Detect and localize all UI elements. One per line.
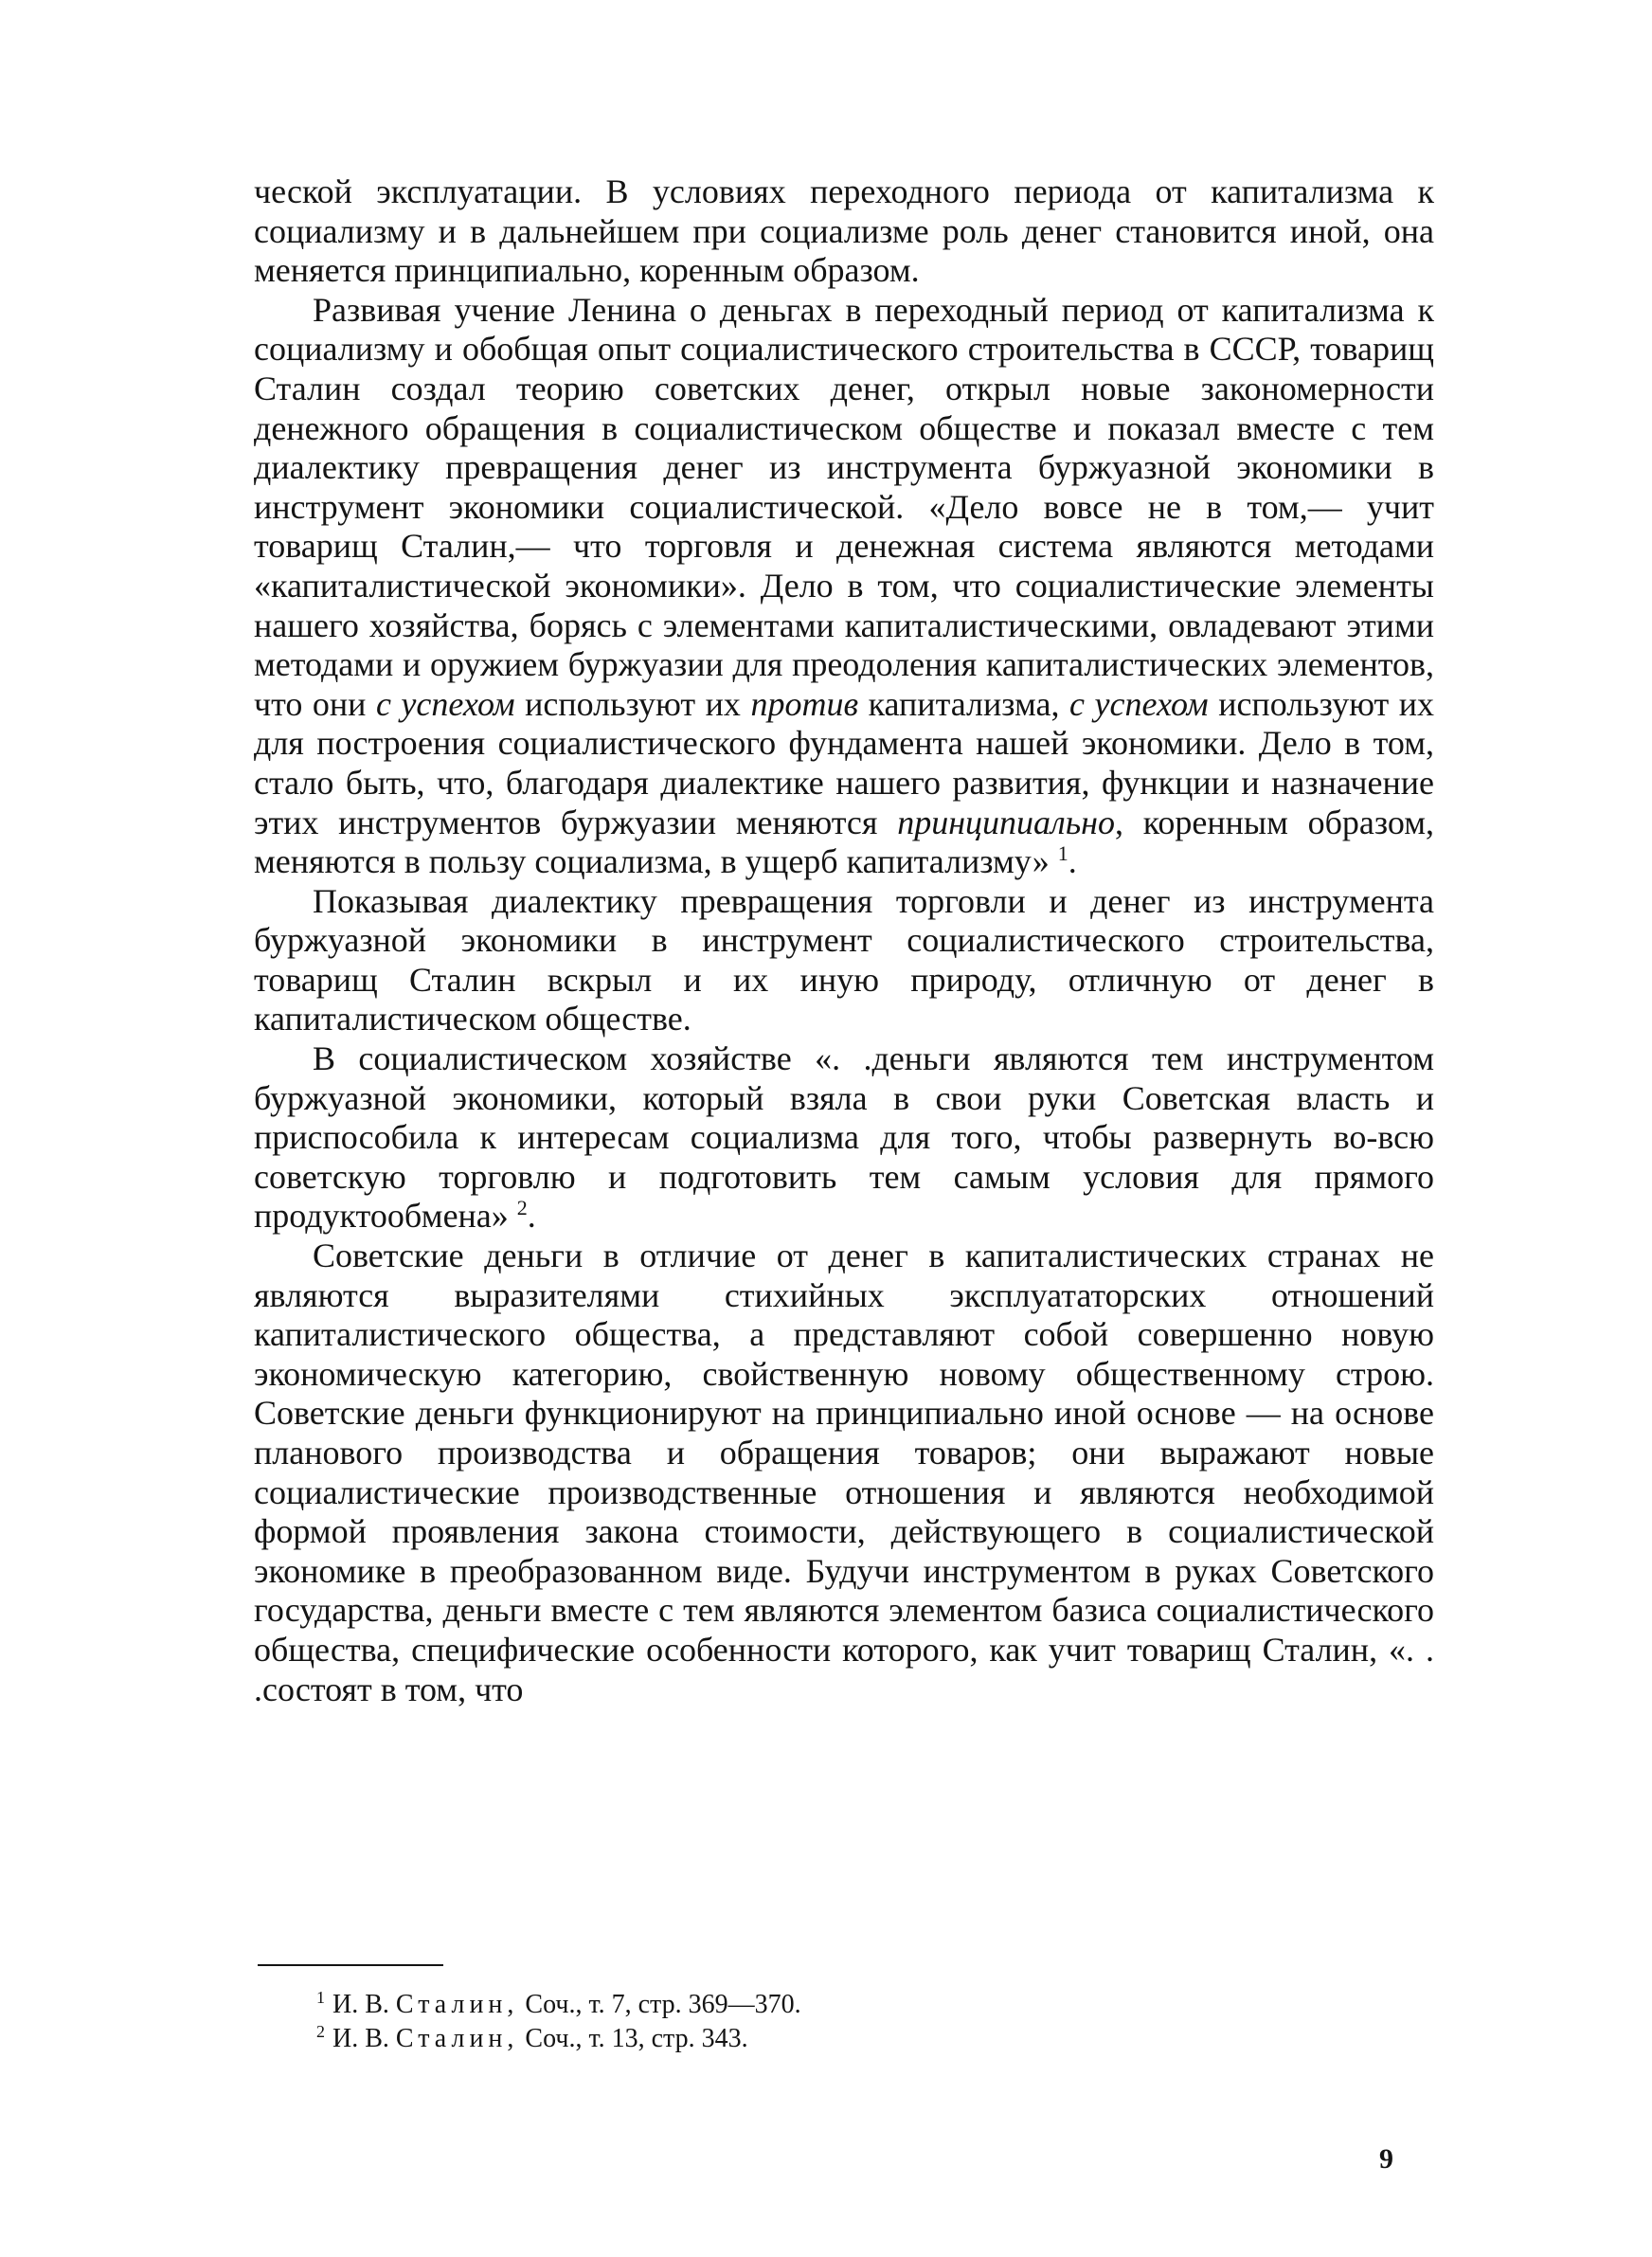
footnote-ref-1: 1	[1057, 841, 1068, 866]
footnote-separator	[258, 1964, 443, 1966]
footnote-2-source: Соч., т. 13, стр. 343.	[525, 2024, 748, 2053]
paragraph-2-text-f: .	[1068, 842, 1077, 881]
footnote-1	[316, 1988, 1358, 2022]
footnote-1-author: Сталин,	[395, 1990, 519, 2019]
paragraph-2-text-c: капитализма,	[858, 684, 1070, 723]
footnote-2	[316, 2022, 1358, 2056]
emphasis-protiv: против	[750, 684, 859, 723]
footnote-1-mark: 1	[316, 1987, 325, 2007]
emphasis-printsipialno: принципиально	[897, 803, 1115, 841]
footnote-2-initials: И. В.	[332, 2024, 389, 2053]
emphasis-s-uspekhom-2: с успехом	[1069, 684, 1209, 723]
footnote-2-mark: 2	[316, 2021, 325, 2041]
paragraph-2-text-b: используют их	[514, 684, 751, 723]
paragraph-5: Советские деньги в отличие от денег в капиталистических странах не являются выразителями стихийных эксплуататорских отношений капиталистического общества, а представляют собой совершенно новую экономическую категорию, свойственную новому общественному строю. Советские деньги функционируют на принципиально иной основе — на основе планового производства и обращения товаров; они выражают новые социалистические производственные отношения и являются необходимой формой проявления закона стоимости, действующего в социалистической экономике в преобразованном виде. Будучи инструментом в руках Советского государства, деньги вместе с тем являются элементом базиса социалистического общества, специфические особенности которого, как учит товарищ Сталин, «. . .состоят в том, что	[254, 1237, 1434, 1708]
footnote-1-source: Соч., т. 7, стр. 369—370.	[525, 1990, 801, 2019]
footnote-ref-2: 2	[516, 1196, 528, 1220]
paragraph-2	[254, 291, 1434, 882]
page-number: 9	[1379, 2143, 1393, 2175]
paragraph-2-text-a: Развивая учение Ленина о деньгах в переходный период от капитализма к социализму и обобщая опыт социалистического строительства в СССР, товарищ Сталин создал теорию советских денег, открыл новые закономерности денежного обращения в социалистическом обществе и показал вместе с тем диалектику превращения денег из инструмента буржуазной экономики в инструмент экономики социалистической. «Дело вовсе не в том,— учит товарищ Сталин,— что торговля и денежная система являются методами «капиталистической экономики». Дело в том, что социалистические элементы нашего хозяйства, борясь с элементами капиталистическими, овладевают этими методами и оружием буржуазии для преодоления капиталистических элементов, что они	[254, 290, 1434, 723]
emphasis-s-uspekhom-1: с успехом	[375, 684, 515, 723]
paragraph-4-text-a: В социалистическом хозяйстве «. .деньги являются тем инструментом буржуазной экономики, который взяла в свои руки Советская власть и приспособила к интересам социализма для того, чтобы развернуть во-всю советскую торговлю и подготовить тем самым условия для прямого продуктообмена»	[254, 1039, 1434, 1236]
paragraph-3: Показывая диалектику превращения торговли и денег из инструмента буржуазной экономики в инструмент социалистического строительства, товарищ Сталин вскрыл и их иную природу, отличную от денег в капиталистическом обществе.	[254, 881, 1434, 1038]
paragraph-4	[254, 1039, 1434, 1237]
main-text	[254, 172, 1434, 1709]
paragraph-2-text-e: , коренным образом, меняются в пользу социализма, в ущерб капитализму»	[254, 803, 1435, 881]
footnote-2-author: Сталин,	[395, 2024, 519, 2053]
paragraph-1: ческой эксплуатации. В условиях переходного периода от капитализма к социализму и в дальнейшем при социализме роль денег становится иной, она меняется принципиально, коренным образом.	[254, 172, 1434, 290]
paragraph-2-text-d: используют их для построения социалистического фундамента нашей экономики. Дело в том, стало быть, что, благодаря диалектике нашего развития, функции и назначение этих инструментов буржуазии меняются	[254, 684, 1435, 841]
footnotes	[316, 1988, 1358, 2056]
paragraph-4-text-b: .	[527, 1197, 536, 1236]
footnote-1-initials: И. В.	[332, 1990, 389, 2019]
